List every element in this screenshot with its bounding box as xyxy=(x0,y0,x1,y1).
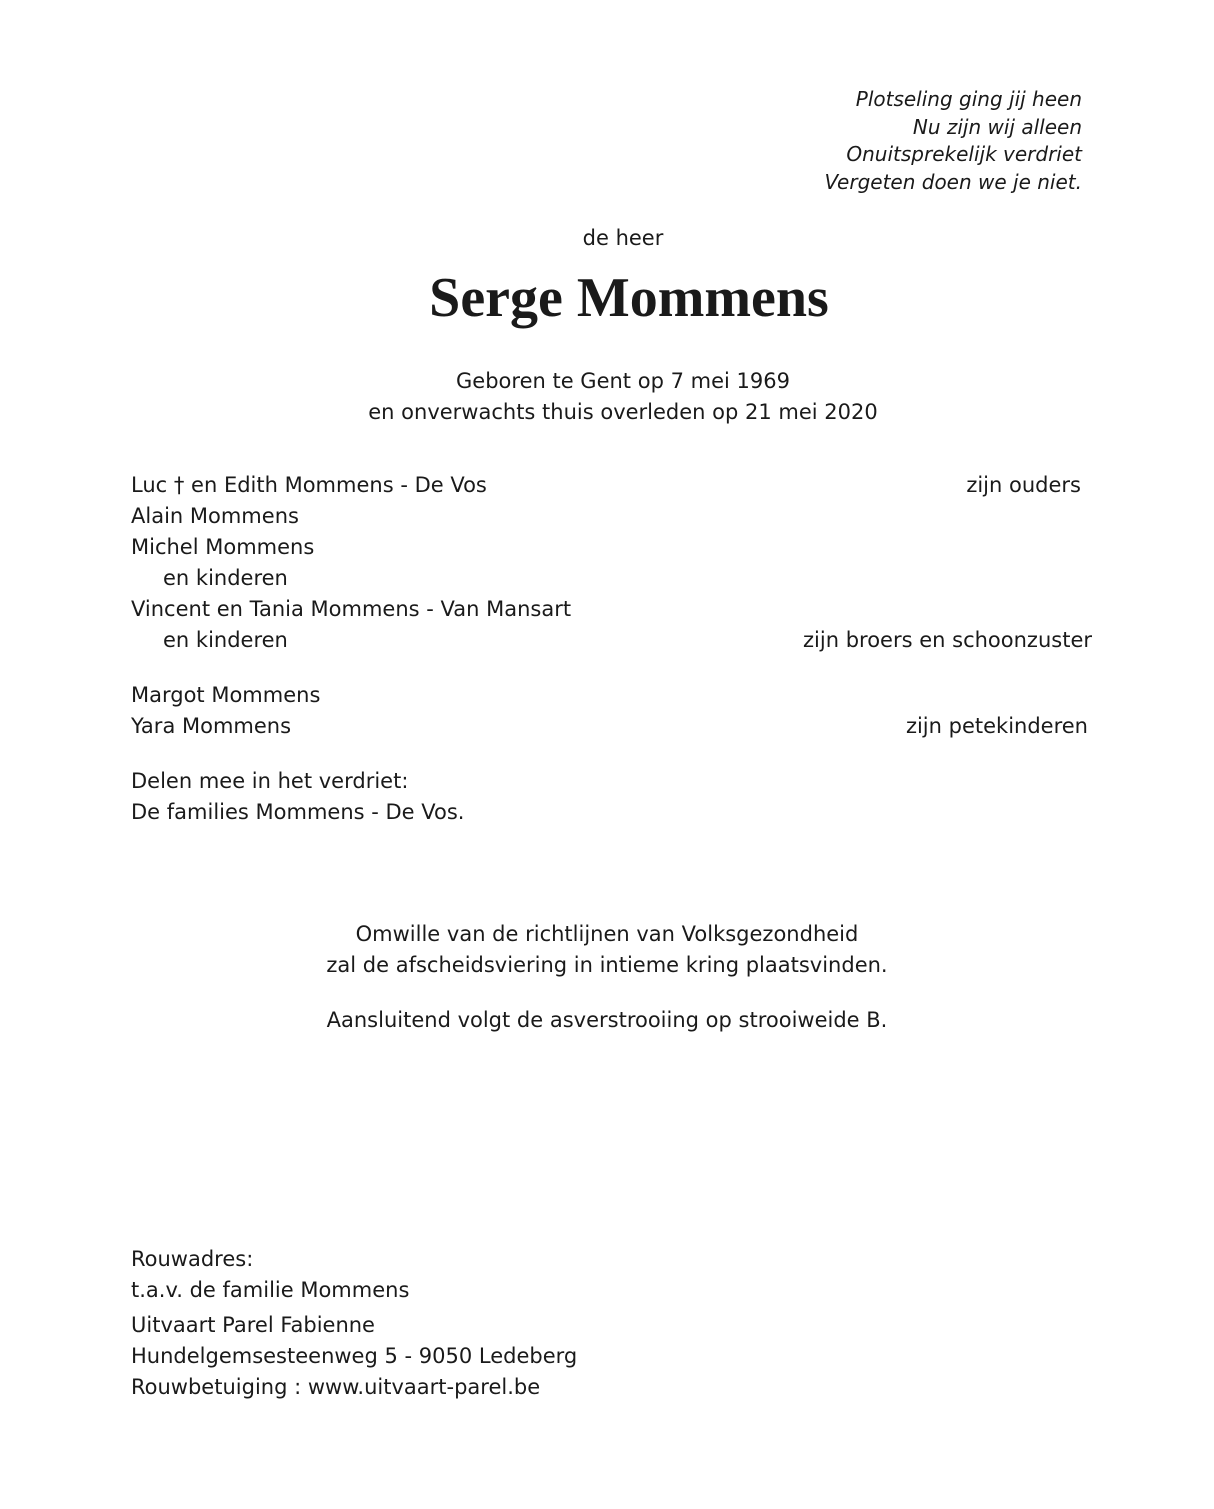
godchild-line: Margot Mommens xyxy=(131,683,321,707)
parents-names: Luc † en Edith Mommens - De Vos xyxy=(131,473,487,497)
sharing-line: Delen mee in het verdriet: xyxy=(131,769,409,793)
poem-line: Plotseling ging jij heen xyxy=(855,87,1082,111)
address-attention: t.a.v. de familie Mommens xyxy=(131,1278,410,1302)
poem-line: Vergeten doen we je niet. xyxy=(824,169,1082,194)
notice-line: Aansluitend volgt de asverstrooiing op strooiweide B. xyxy=(326,1008,888,1032)
address-condolence: Rouwbetuiging : www.uitvaart-parel.be xyxy=(131,1375,541,1399)
godchild-line: Yara Mommens xyxy=(131,714,292,738)
poem-line: Nu zijn wij alleen xyxy=(912,114,1082,139)
address-company: Uitvaart Parel Fabienne xyxy=(131,1313,375,1337)
sharing-line: De families Mommens - De Vos. xyxy=(131,800,465,824)
sharing-section xyxy=(131,766,1093,828)
sibling-line: en kinderen xyxy=(163,566,288,590)
birth-line: Geboren te Gent op 7 mei 1969 xyxy=(456,369,790,393)
sibling-line: Alain Mommens xyxy=(131,504,299,528)
godchildren-relation: zijn petekinderen xyxy=(905,714,1088,738)
parents-relation: zijn ouders xyxy=(966,473,1081,497)
notice-line: zal de afscheidsviering in intieme kring plaatsvinden. xyxy=(326,953,888,977)
address-street: Hundelgemsesteenweg 5 - 9050 Ledeberg xyxy=(131,1344,578,1368)
life-dates xyxy=(0,366,1214,428)
ash-scattering-notice xyxy=(0,1005,1214,1036)
siblings-relation: zijn broers en schoonzuster xyxy=(803,628,1092,652)
honorific: de heer xyxy=(582,226,664,250)
mourning-address xyxy=(131,1244,577,1403)
sibling-line: Michel Mommens xyxy=(131,535,315,559)
address-label: Rouwadres: xyxy=(131,1247,254,1271)
death-line: en onverwachts thuis overleden op 21 mei 2020 xyxy=(368,400,878,424)
poem xyxy=(825,86,1082,196)
godchildren-section xyxy=(131,680,1093,742)
sibling-line: Vincent en Tania Mommens - Van Mansart xyxy=(131,597,572,621)
ceremony-notice xyxy=(0,919,1214,981)
deceased-name: Serge Mommens xyxy=(429,267,829,329)
parents-section xyxy=(131,470,1093,656)
notice-line: Omwille van de richtlijnen van Volksgezondheid xyxy=(355,922,859,946)
poem-line: Onuitsprekelijk verdriet xyxy=(846,142,1082,166)
sibling-line: en kinderen xyxy=(163,628,288,652)
